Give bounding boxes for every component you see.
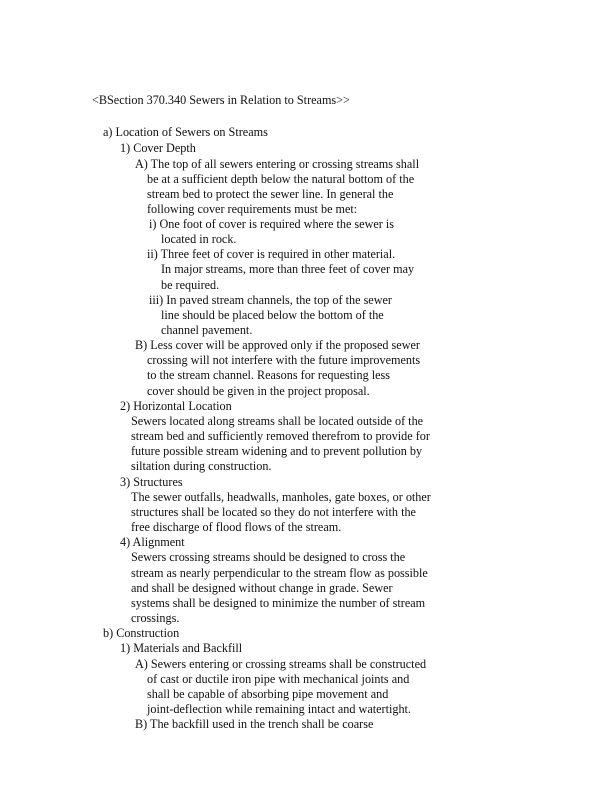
text-line: and shall be designed without change in grade. Sewer bbox=[131, 581, 393, 595]
text-line: ii) Three feet of cover is required in other material. bbox=[147, 247, 396, 261]
section-heading: <BSection 370.340 Sewers in Relation to Streams>> bbox=[92, 93, 350, 107]
text-line: to the stream channel. Reasons for requesting less bbox=[147, 368, 391, 382]
text-line: iii) In paved stream channels, the top of the sewer bbox=[149, 293, 392, 307]
text-line: B) The backfill used in the trench shall be coarse bbox=[135, 717, 374, 731]
text-line: i) One foot of cover is required where the sewer is bbox=[149, 217, 395, 231]
text-line: A) Sewers entering or crossing streams shall be constructed bbox=[135, 657, 427, 671]
text-line: joint-deflection while remaining intact and watertight. bbox=[147, 702, 411, 716]
text-line: free discharge of flood flows of the stream. bbox=[131, 520, 342, 534]
text-line: 1) Cover Depth bbox=[120, 141, 196, 155]
text-line: shall be capable of absorbing pipe movement and bbox=[147, 687, 389, 701]
text-line: stream as nearly perpendicular to the stream flow as possible bbox=[131, 566, 428, 580]
text-line: 3) Structures bbox=[120, 475, 183, 489]
text-line: line should be placed below the bottom of the bbox=[161, 308, 384, 322]
text-line: 2) Horizontal Location bbox=[120, 399, 232, 413]
text-line: b) Construction bbox=[103, 626, 180, 640]
text-line: be at a sufficient depth below the natural bottom of the bbox=[147, 172, 415, 186]
text-line: future possible stream widening and to prevent pollution by bbox=[131, 444, 423, 458]
text-line: stream bed and sufficiently removed therefrom to provide for bbox=[131, 429, 430, 443]
text-line: Sewers located along streams shall be located outside of the bbox=[131, 414, 424, 428]
text-line: systems shall be designed to minimize the number of stream bbox=[131, 596, 426, 610]
text-line: crossing will not interfere with the future improvements bbox=[147, 353, 421, 367]
text-line: a) Location of Sewers on Streams bbox=[103, 125, 268, 139]
text-line: following cover requirements must be met: bbox=[147, 202, 358, 216]
text-line: 4) Alignment bbox=[120, 535, 185, 549]
text-line: structures shall be located so they do not interfere with the bbox=[131, 505, 416, 519]
text-line: of cast or ductile iron pipe with mechanical joints and bbox=[147, 672, 410, 686]
text-line: In major streams, more than three feet of cover may bbox=[161, 262, 415, 276]
text-line: be required. bbox=[161, 278, 220, 292]
text-line: channel pavement. bbox=[161, 323, 253, 337]
text-line: Sewers crossing streams should be designed to cross the bbox=[131, 550, 406, 564]
text-line: 1) Materials and Backfill bbox=[120, 641, 243, 655]
text-line: crossings. bbox=[131, 611, 180, 625]
text-line: A) The top of all sewers entering or crossing streams shall bbox=[135, 157, 420, 171]
text-line: siltation during construction. bbox=[131, 459, 272, 473]
text-line: located in rock. bbox=[161, 232, 237, 246]
text-line: stream bed to protect the sewer line. In general the bbox=[147, 187, 394, 201]
text-line: B) Less cover will be approved only if the proposed sewer bbox=[135, 338, 420, 352]
text-line: cover should be given in the project proposal. bbox=[147, 384, 370, 398]
text-line: The sewer outfalls, headwalls, manholes, gate boxes, or other bbox=[131, 490, 431, 504]
